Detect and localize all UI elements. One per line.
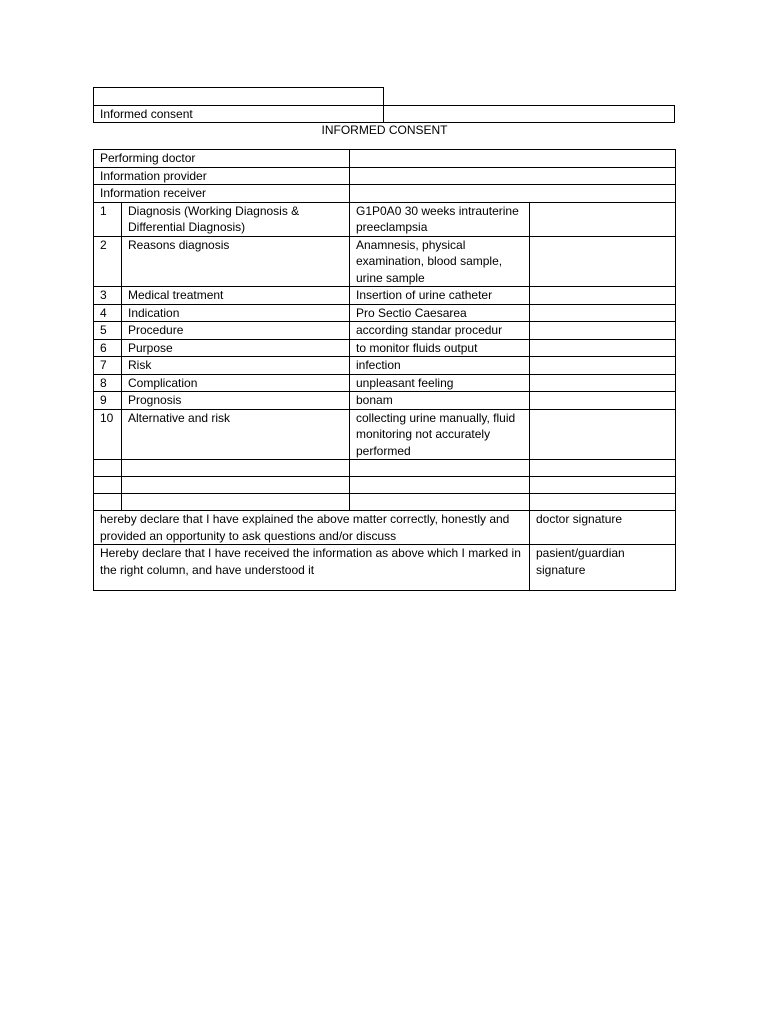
people-label: Information provider <box>94 167 350 185</box>
item-mark-cell <box>530 357 676 375</box>
header-top-box <box>93 87 384 106</box>
item-number: 6 <box>94 339 122 357</box>
item-label <box>122 477 350 494</box>
item-mark-cell <box>530 304 676 322</box>
form-label: Informed consent <box>100 107 193 121</box>
item-mark-cell <box>530 287 676 305</box>
item-mark-cell <box>530 477 676 494</box>
item-row-prognosis <box>94 392 676 410</box>
patient-declaration-row <box>94 545 676 591</box>
item-label: Alternative and risk <box>122 409 350 460</box>
doctor-declaration-row <box>94 511 676 545</box>
item-value: according standar procedur <box>350 322 530 340</box>
people-value <box>350 185 676 203</box>
item-label: Risk <box>122 357 350 375</box>
people-value <box>350 167 676 185</box>
item-mark-cell <box>530 494 676 511</box>
item-row-medical-treatment <box>94 287 676 305</box>
item-row-reasons-diagnosis <box>94 236 676 287</box>
item-label: Diagnosis (Working Diagnosis & Differential Diagnosis) <box>122 202 350 236</box>
item-mark-cell <box>530 322 676 340</box>
item-row-alternative-and-risk <box>94 409 676 460</box>
item-label: Purpose <box>122 339 350 357</box>
item-number <box>94 477 122 494</box>
item-row-purpose <box>94 339 676 357</box>
item-value: bonam <box>350 392 530 410</box>
people-row-information-provider <box>94 167 676 185</box>
item-mark-cell <box>530 339 676 357</box>
item-mark-cell <box>530 460 676 477</box>
item-mark-cell <box>530 409 676 460</box>
item-value: Anamnesis, physical examination, blood sample, urine sample <box>350 236 530 287</box>
patient-signature-cell: pasient/guardian signature <box>530 545 676 591</box>
item-label <box>122 460 350 477</box>
item-number: 4 <box>94 304 122 322</box>
header-form-label-right-box <box>383 105 675 123</box>
item-label: Procedure <box>122 322 350 340</box>
item-row-diagnosis <box>94 202 676 236</box>
item-row-complication <box>94 374 676 392</box>
item-number: 7 <box>94 357 122 375</box>
item-number: 10 <box>94 409 122 460</box>
item-value <box>350 460 530 477</box>
item-value <box>350 477 530 494</box>
item-label: Prognosis <box>122 392 350 410</box>
doctor-signature-cell: doctor signature <box>530 511 676 545</box>
people-row-performing-doctor <box>94 150 676 168</box>
item-label <box>122 494 350 511</box>
item-number: 9 <box>94 392 122 410</box>
item-label: Medical treatment <box>122 287 350 305</box>
item-value: unpleasant feeling <box>350 374 530 392</box>
item-mark-cell <box>530 392 676 410</box>
item-value: Pro Sectio Caesarea <box>350 304 530 322</box>
item-value: G1P0A0 30 weeks intrauterine preeclampsia <box>350 202 530 236</box>
patient-declaration-text: Hereby declare that I have received the information as above which I marked in the right column, and have understood it <box>94 545 530 591</box>
item-number <box>94 460 122 477</box>
item-row-procedure <box>94 322 676 340</box>
item-number: 8 <box>94 374 122 392</box>
item-number: 2 <box>94 236 122 287</box>
item-row-risk <box>94 357 676 375</box>
people-label: Performing doctor <box>94 150 350 168</box>
header-form-label-box <box>93 105 384 123</box>
doctor-declaration-text: hereby declare that I have explained the above matter correctly, honestly and provided an opportunity to ask questions and/or discuss <box>94 511 530 545</box>
item-number <box>94 494 122 511</box>
item-label: Complication <box>122 374 350 392</box>
people-value <box>350 150 676 168</box>
item-row-blank <box>94 460 676 477</box>
item-number: 5 <box>94 322 122 340</box>
item-label: Reasons diagnosis <box>122 236 350 287</box>
people-label: Information receiver <box>94 185 350 203</box>
item-row-blank <box>94 477 676 494</box>
item-label: Indication <box>122 304 350 322</box>
item-number: 3 <box>94 287 122 305</box>
item-mark-cell <box>530 202 676 236</box>
item-mark-cell <box>530 236 676 287</box>
item-value: to monitor fluids output <box>350 339 530 357</box>
item-value: collecting urine manually, fluid monitoring not accurately performed <box>350 409 530 460</box>
consent-table <box>93 149 676 591</box>
page-title: INFORMED CONSENT <box>321 123 448 137</box>
item-mark-cell <box>530 374 676 392</box>
item-number: 1 <box>94 202 122 236</box>
item-row-indication <box>94 304 676 322</box>
item-value: infection <box>350 357 530 375</box>
item-value: Insertion of urine catheter <box>350 287 530 305</box>
people-row-information-receiver <box>94 185 676 203</box>
item-row-blank <box>94 494 676 511</box>
item-value <box>350 494 530 511</box>
